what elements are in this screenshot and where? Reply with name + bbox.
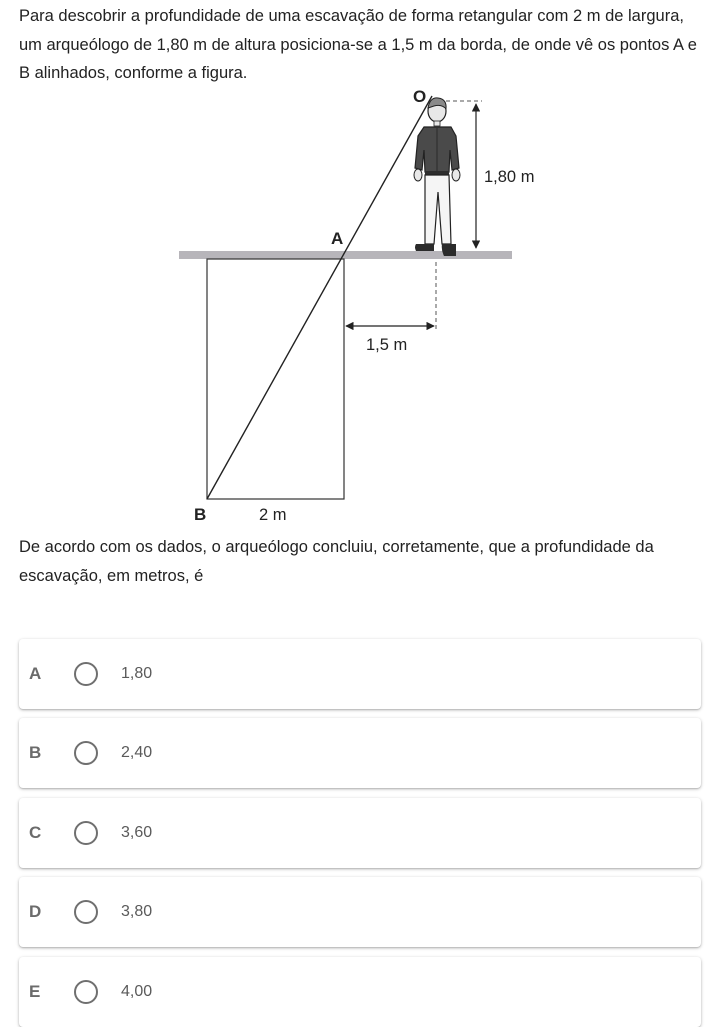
- radio-button[interactable]: [74, 662, 98, 686]
- radio-button[interactable]: [74, 900, 98, 924]
- option-letter: B: [29, 743, 42, 762]
- option-letter: E: [29, 982, 41, 1001]
- option-value: 3,60: [121, 824, 153, 841]
- radio-button[interactable]: [74, 980, 98, 1004]
- option-d[interactable]: [19, 877, 701, 947]
- width-label: 2 m: [259, 506, 287, 524]
- option-letter: C: [29, 823, 42, 842]
- option-e[interactable]: [19, 957, 701, 1027]
- option-value: 2,40: [121, 744, 153, 761]
- option-value: 3,80: [121, 903, 153, 920]
- option-a[interactable]: [19, 639, 701, 709]
- question-text: Para descobrir a profundidade de uma escavação de forma retangular com 2 m de largura, um arqueólogo de 1,80 m de altura posiciona-se a 1,5 m da borda, de onde vê os pontos A e B alinhados, conforme a figura.: [19, 7, 697, 82]
- option-value: 4,00: [121, 983, 153, 1000]
- label-o: O: [413, 87, 427, 106]
- sight-line: [207, 96, 432, 499]
- radio-button[interactable]: [74, 821, 98, 845]
- radio-button[interactable]: [74, 741, 98, 765]
- label-b: B: [194, 505, 207, 524]
- option-c[interactable]: [19, 798, 701, 868]
- option-letter: A: [29, 664, 42, 683]
- question-prompt: De acordo com os dados, o arqueólogo concluiu, corretamente, que a profundidade da escavação, em metros, é: [19, 538, 654, 585]
- option-b[interactable]: [19, 718, 701, 788]
- height-label: 1,80 m: [484, 168, 535, 186]
- option-value: 1,80: [121, 665, 153, 682]
- label-a: A: [331, 229, 344, 248]
- archaeologist-figure: [414, 98, 460, 256]
- excavation-figure: [170, 80, 570, 530]
- distance-label: 1,5 m: [366, 336, 408, 354]
- option-letter: D: [29, 902, 42, 921]
